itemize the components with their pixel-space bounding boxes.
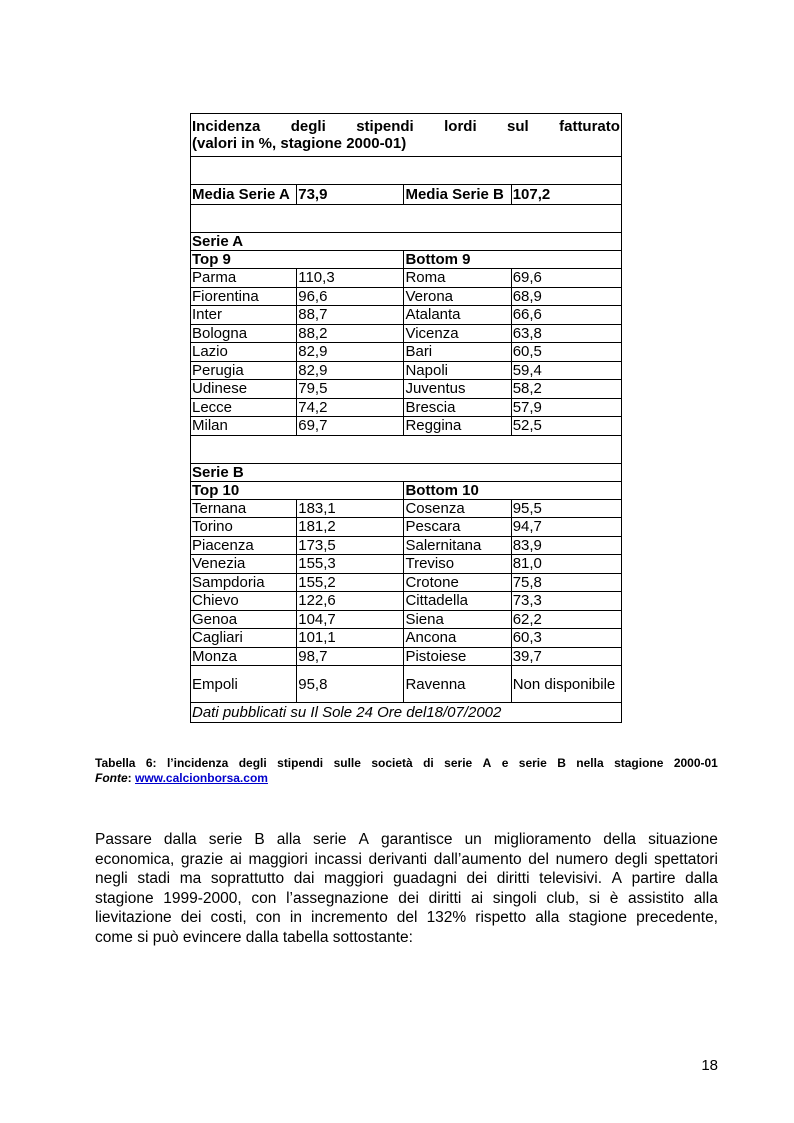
club-name: Pescara — [404, 518, 511, 537]
body-paragraph — [95, 830, 718, 947]
serie-a-top-label: Top 9 — [191, 251, 404, 269]
club-name: Milan — [191, 417, 297, 436]
club-value: 173,5 — [297, 536, 404, 555]
club-name: Chievo — [191, 592, 297, 611]
club-value: 101,1 — [297, 629, 404, 648]
word: spettatori — [654, 850, 718, 868]
club-value: 94,7 — [511, 518, 621, 537]
club-value: 79,5 — [297, 380, 404, 399]
word: dei — [398, 889, 419, 907]
serie-a-row — [191, 306, 622, 325]
page-number: 18 — [701, 1057, 718, 1074]
club-value: 110,3 — [297, 269, 404, 288]
caption-word: degli — [238, 756, 267, 770]
club-name: Ternana — [191, 499, 297, 518]
word: diritti — [428, 889, 462, 907]
word: diritti — [496, 870, 530, 887]
word: incassi — [314, 850, 362, 868]
club-name: Siena — [404, 610, 511, 629]
word: con — [255, 909, 281, 926]
word: negli — [95, 870, 128, 887]
source-link[interactable]: www.calcionborsa.com — [135, 771, 268, 785]
word: maggiori — [324, 870, 384, 887]
paragraph-line — [95, 850, 718, 870]
word: dei — [466, 870, 488, 887]
serie-b-row — [191, 610, 622, 629]
club-value: 155,2 — [297, 573, 404, 592]
club-name: Brescia — [404, 398, 511, 417]
paragraph-line — [95, 889, 718, 909]
club-name: Inter — [191, 306, 297, 325]
word: costi, — [210, 909, 247, 926]
caption-word: A — [482, 756, 492, 770]
club-value: 60,5 — [511, 343, 621, 362]
serie-b-bottom-label: Bottom 10 — [404, 481, 622, 499]
serie-b-top-label: Top 10 — [191, 481, 404, 499]
caption-word: B — [557, 756, 566, 770]
club-value: 73,3 — [511, 592, 621, 611]
paragraph-line: come si può evincere dalla tabella sottostante: — [95, 928, 413, 946]
serie-a-label: Serie A — [191, 233, 622, 251]
club-name: Monza — [191, 647, 297, 666]
club-name: Venezia — [191, 555, 297, 574]
club-value: 83,9 — [511, 536, 621, 555]
word: serie — [312, 831, 347, 848]
club-name: Salernitana — [404, 536, 511, 555]
serie-a-row — [191, 269, 622, 288]
word: lievitazione — [95, 909, 172, 926]
table-caption — [95, 756, 718, 786]
word: alla — [535, 909, 560, 926]
word: dalla — [685, 870, 718, 887]
word: assistito — [628, 889, 685, 907]
word: televisivi. — [539, 870, 603, 887]
club-name: Perugia — [191, 361, 297, 380]
serie-b-row — [191, 536, 622, 555]
club-value: 57,9 — [511, 398, 621, 417]
club-name: Reggina — [404, 417, 511, 436]
word: ma — [179, 870, 202, 887]
word: guadagni — [393, 870, 457, 887]
club-name: Treviso — [404, 555, 511, 574]
word: è — [609, 889, 619, 907]
word: 1999-2000, — [163, 889, 242, 907]
club-name: Verona — [404, 287, 511, 306]
word: club, — [546, 889, 580, 907]
caption-word: l’incidenza — [166, 756, 229, 770]
media-b-label: Media Serie B — [404, 185, 511, 205]
empty-row — [191, 205, 622, 233]
club-value: 59,4 — [511, 361, 621, 380]
word: dall’aumento — [433, 850, 522, 868]
word: A — [358, 831, 369, 848]
word: maggiori — [248, 850, 308, 868]
paragraph-line — [95, 830, 718, 850]
serie-a-bottom-label: Bottom 9 — [404, 251, 622, 269]
word: incremento — [311, 909, 388, 926]
empty-row — [191, 157, 622, 185]
club-value: 74,2 — [297, 398, 404, 417]
word: partire — [631, 870, 676, 887]
club-name: Cittadella — [404, 592, 511, 611]
serie-b-row — [191, 647, 622, 666]
word: 132% — [426, 909, 467, 926]
club-name: Empoli — [191, 666, 297, 703]
caption-word: società — [371, 756, 413, 770]
serie-a-row — [191, 343, 622, 362]
club-value: 98,7 — [297, 647, 404, 666]
word: numero — [555, 850, 609, 868]
caption-word: stagione — [614, 756, 664, 770]
empty-row — [191, 435, 622, 463]
club-name: Cagliari — [191, 629, 297, 648]
paragraph-line — [95, 869, 718, 889]
title-word: fatturato — [559, 118, 620, 135]
fonte-separator: : — [127, 771, 136, 785]
club-name: Juventus — [404, 380, 511, 399]
club-name: Ancona — [404, 629, 511, 648]
word: serie — [208, 831, 243, 848]
word: dei — [180, 909, 202, 926]
club-name: Lecce — [191, 398, 297, 417]
word: A — [611, 870, 622, 887]
word: situazione — [648, 831, 718, 848]
paragraph-line — [95, 908, 718, 928]
serie-b-row — [191, 592, 622, 611]
club-value: 95,8 — [297, 666, 404, 703]
word: si — [588, 889, 601, 907]
serie-b-label: Serie B — [191, 463, 622, 481]
title-word: stipendi — [356, 118, 414, 135]
club-value: 69,6 — [511, 269, 621, 288]
word: B — [254, 831, 265, 848]
serie-a-row — [191, 380, 622, 399]
club-value: 82,9 — [297, 361, 404, 380]
club-name: Crotone — [404, 573, 511, 592]
serie-a-row — [191, 361, 622, 380]
club-name: Vicenza — [404, 324, 511, 343]
club-value: 39,7 — [511, 647, 621, 666]
word: Passare — [95, 831, 152, 848]
caption-word: serie — [518, 756, 547, 770]
club-name: Napoli — [404, 361, 511, 380]
media-a-value: 73,9 — [297, 185, 404, 205]
table-title-line1 — [192, 118, 620, 135]
table-source-note: Dati pubblicati su Il Sole 24 Ore del18/07/2002 — [191, 703, 622, 723]
club-name: Fiorentina — [191, 287, 297, 306]
club-name: Piacenza — [191, 536, 297, 555]
word: della — [603, 831, 637, 848]
title-word: sul — [507, 118, 529, 135]
caption-word: stipendi — [277, 756, 324, 770]
club-value: 75,8 — [511, 573, 621, 592]
caption-word: nella — [576, 756, 604, 770]
club-name: Parma — [191, 269, 297, 288]
word: stagione — [95, 889, 154, 907]
club-value: 60,3 — [511, 629, 621, 648]
club-value: 183,1 — [297, 499, 404, 518]
club-value: 81,0 — [511, 555, 621, 574]
word: ai — [471, 889, 484, 907]
club-value: 58,2 — [511, 380, 621, 399]
word: miglioramento — [493, 831, 592, 848]
club-name: Ravenna — [404, 666, 511, 703]
media-b-value: 107,2 — [511, 185, 621, 205]
word: del — [396, 909, 418, 926]
club-value: 52,5 — [511, 417, 621, 436]
club-value: 95,5 — [511, 499, 621, 518]
club-name: Bari — [404, 343, 511, 362]
word: derivanti — [368, 850, 428, 868]
word: del — [528, 850, 549, 868]
caption-word: 2000-01 — [673, 756, 718, 770]
serie-b-row — [191, 518, 622, 537]
word: singoli — [492, 889, 537, 907]
club-name: Roma — [404, 269, 511, 288]
serie-b-row — [191, 573, 622, 592]
word: in — [289, 909, 302, 926]
club-value: 88,7 — [297, 306, 404, 325]
caption-word: sulle — [333, 756, 361, 770]
serie-b-row — [191, 629, 622, 648]
title-word: Incidenza — [192, 118, 261, 135]
word: degli — [614, 850, 648, 868]
word: alla — [693, 889, 718, 907]
media-a-label: Media Serie A — [191, 185, 297, 205]
club-name: Atalanta — [404, 306, 511, 325]
word: un — [464, 831, 482, 848]
caption-word: di — [423, 756, 434, 770]
word: soprattutto — [210, 870, 285, 887]
serie-a-row — [191, 287, 622, 306]
word: dalla — [163, 831, 197, 848]
caption-source — [95, 771, 718, 786]
fonte-label: Fonte — [95, 771, 128, 785]
club-value: 122,6 — [297, 592, 404, 611]
serie-b-row — [191, 499, 622, 518]
club-name: Cosenza — [404, 499, 511, 518]
club-value: 181,2 — [297, 518, 404, 537]
club-name: Pistoiese — [404, 647, 511, 666]
title-word: lordi — [444, 118, 477, 135]
caption-word: e — [501, 756, 509, 770]
word: dai — [293, 870, 315, 887]
club-value: 104,7 — [297, 610, 404, 629]
salary-table — [190, 113, 622, 723]
club-value: 155,3 — [297, 555, 404, 574]
club-value: 88,2 — [297, 324, 404, 343]
word: economica, — [95, 850, 175, 868]
word: con — [251, 889, 277, 907]
club-value: 62,2 — [511, 610, 621, 629]
club-name: Udinese — [191, 380, 297, 399]
caption-line1 — [95, 756, 718, 771]
word: alla — [276, 831, 301, 848]
club-value: 69,7 — [297, 417, 404, 436]
word: precedente, — [636, 909, 718, 926]
club-name: Genoa — [191, 610, 297, 629]
club-value: 96,6 — [297, 287, 404, 306]
club-name: Sampdoria — [191, 573, 297, 592]
serie-a-row — [191, 398, 622, 417]
word: garantisce — [381, 831, 453, 848]
serie-b-row — [191, 666, 622, 703]
caption-word: 6: — [145, 756, 157, 770]
table-title-line2: (valori in %, stagione 2000-01) — [192, 135, 407, 152]
word: l’assegnazione — [286, 889, 389, 907]
caption-word: Tabella — [95, 756, 136, 770]
caption-word: serie — [444, 756, 473, 770]
word: stadi — [137, 870, 171, 887]
club-value: 63,8 — [511, 324, 621, 343]
serie-a-row — [191, 324, 622, 343]
club-name: Lazio — [191, 343, 297, 362]
club-name: Bologna — [191, 324, 297, 343]
club-value: Non disponibile — [511, 666, 621, 703]
word: ai — [229, 850, 242, 868]
word: grazie — [180, 850, 224, 868]
club-value: 82,9 — [297, 343, 404, 362]
club-name: Torino — [191, 518, 297, 537]
club-value: 68,9 — [511, 287, 621, 306]
word: rispetto — [475, 909, 527, 926]
table-title — [191, 114, 622, 157]
serie-a-row — [191, 417, 622, 436]
word: stagione — [568, 909, 628, 926]
title-word: degli — [290, 118, 326, 135]
club-value: 66,6 — [511, 306, 621, 325]
serie-b-row — [191, 555, 622, 574]
